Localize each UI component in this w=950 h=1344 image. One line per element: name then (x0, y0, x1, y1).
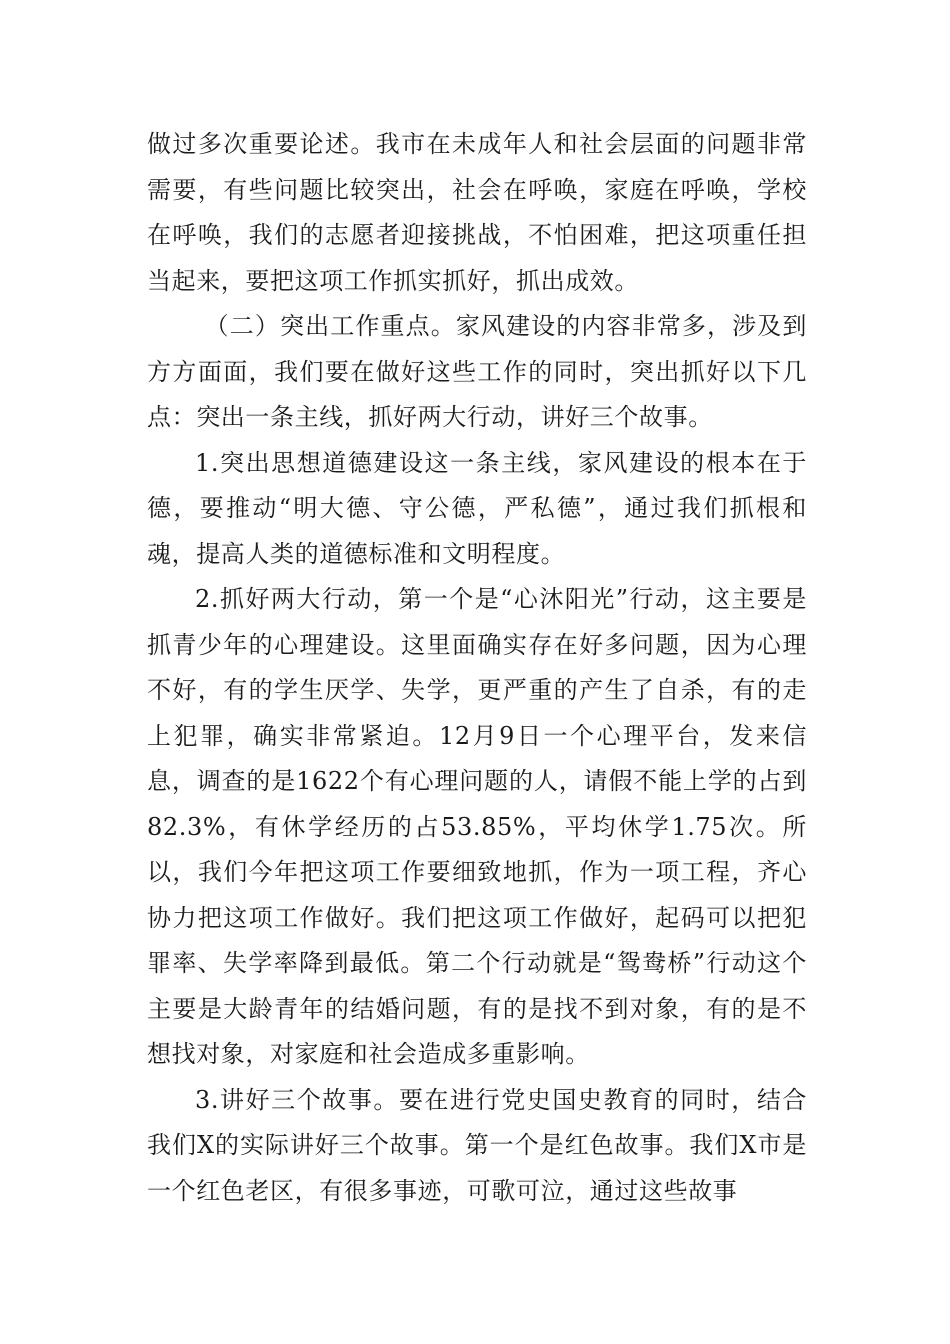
document-page (147, 122, 807, 1214)
section-heading-inline: （二）突出工作重点。 (204, 312, 456, 340)
paragraph-item-1: 1.突出思想道德建设这一条主线，家风建设的根本在于德，要推动“明大德、守公德，严私德”，通过我们抓根和魂，提高人类的道德标准和文明程度。 (147, 448, 807, 568)
paragraph-item-2: 2.抓好两大行动，第一个是“心沐阳光”行动，这主要是抓青少年的心理建设。这里面确实存在好多问题，因为心理不好，有的学生厌学、失学，更严重的产生了自杀，有的走上犯罪，确实非常紧迫。12月9日一个心理平台，发来信息，调查的是1622个有心理问题的人，请假不能上学的占到82.3%，有休学经历的占53.85%，平均休学1.75次。所以，我们今年把这项工作要细致地抓，作为一项工程，齐心协力把这项工作做好。我们把这项工作做好，起码可以把犯罪率、失学率降到最低。第二个行动就是“鸳鸯桥”行动这个主要是大龄青年的结婚问题，有的是找不到对象，有的是不想找对象，对家庭和社会造成多重影响。 (147, 585, 807, 1068)
paragraph-body: 家风建设的内容非常多，涉及到方方面面，我们要在做好这些工作的同时，突出抓好以下几点：突出一条主线，抓好两大行动，讲好三个故事。 (147, 312, 807, 431)
paragraph-work-focus (147, 304, 807, 441)
paragraph-continuation: 做过多次重要论述。我市在未成年人和社会层面的问题非常需要，有些问题比较突出，社会在呼唤，家庭在呼唤，学校在呼唤，我们的志愿者迎接挑战，不怕困难，把这项重任担当起来，要把这项工作抓实抓好，抓出成效。 (147, 130, 807, 295)
paragraph-item-3: 3.讲好三个故事。要在进行党史国史教育的同时，结合我们X的实际讲好三个故事。第一个是红色故事。我们X市是一个红色老区，有很多事迹，可歌可泣，通过这些故事 (147, 1085, 807, 1205)
